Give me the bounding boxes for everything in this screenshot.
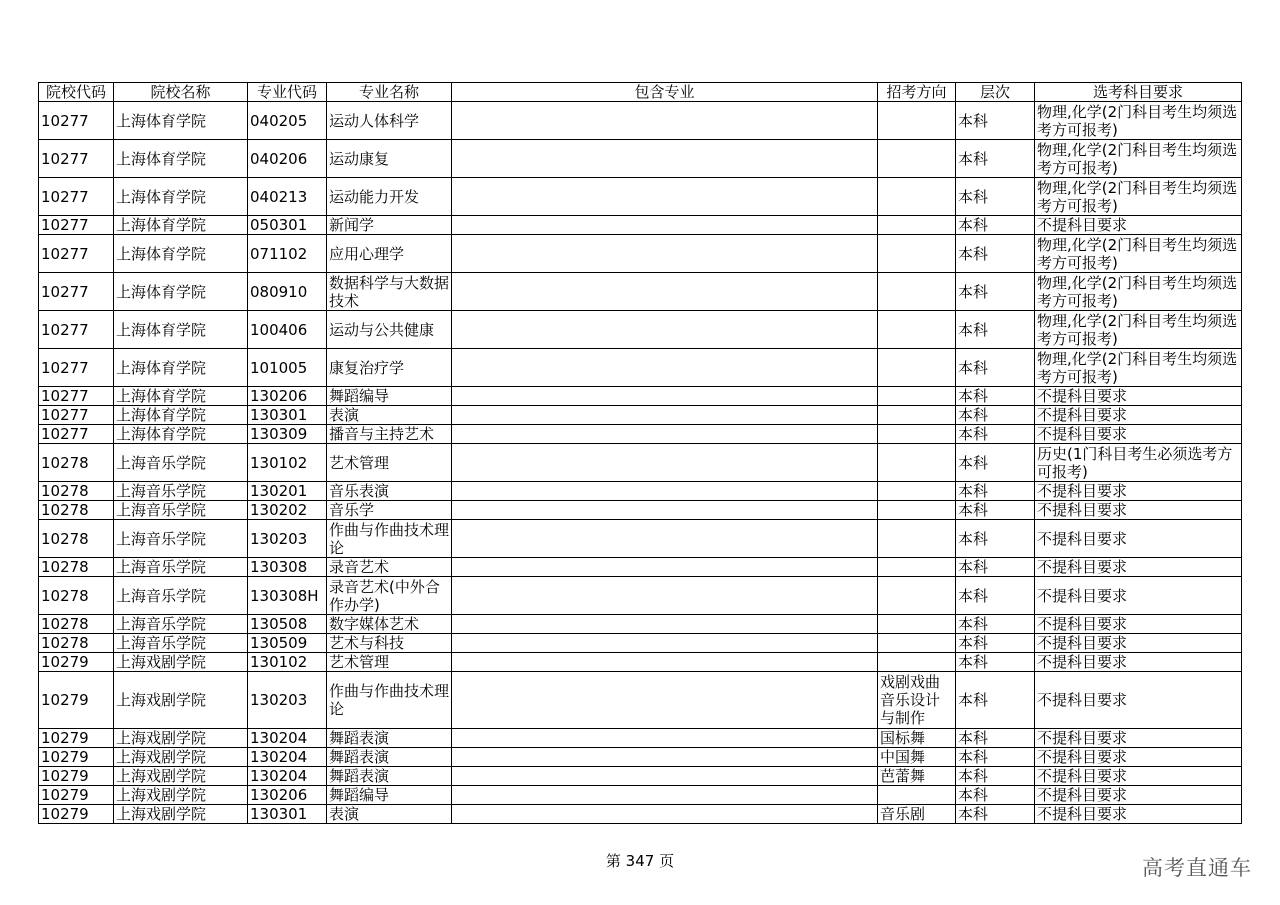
cell-major-name: 作曲与作曲技术理论 xyxy=(327,672,452,729)
cell-major-code: 130102 xyxy=(248,653,327,672)
cell-school-name: 上海戏剧学院 xyxy=(114,729,248,748)
page-number: 第 347 页 xyxy=(605,852,675,870)
cell-direction xyxy=(878,235,956,273)
cell-school-name: 上海音乐学院 xyxy=(114,577,248,615)
cell-subject-requirement: 不提科目要求 xyxy=(1035,406,1242,425)
cell-subject-requirement: 不提科目要求 xyxy=(1035,748,1242,767)
cell-direction xyxy=(878,178,956,216)
cell-level: 本科 xyxy=(956,786,1035,805)
cell-included-majors xyxy=(452,482,878,501)
header-major-code: 专业代码 xyxy=(248,83,327,102)
cell-subject-requirement: 不提科目要求 xyxy=(1035,805,1242,824)
cell-major-code: 130309 xyxy=(248,425,327,444)
cell-major-code: 130201 xyxy=(248,482,327,501)
cell-major-name: 数据科学与大数据技术 xyxy=(327,273,452,311)
cell-subject-requirement: 不提科目要求 xyxy=(1035,520,1242,558)
cell-major-name: 运动康复 xyxy=(327,140,452,178)
cell-school-code: 10279 xyxy=(39,672,114,729)
cell-subject-requirement: 不提科目要求 xyxy=(1035,425,1242,444)
cell-included-majors xyxy=(452,577,878,615)
cell-direction xyxy=(878,216,956,235)
cell-school-code: 10279 xyxy=(39,805,114,824)
table-row xyxy=(39,140,1242,178)
cell-level: 本科 xyxy=(956,805,1035,824)
cell-major-name: 录音艺术 xyxy=(327,558,452,577)
table-row xyxy=(39,558,1242,577)
cell-school-name: 上海戏剧学院 xyxy=(114,653,248,672)
cell-direction: 戏剧戏曲音乐设计与制作 xyxy=(878,672,956,729)
cell-school-name: 上海体育学院 xyxy=(114,235,248,273)
table-row xyxy=(39,729,1242,748)
table-row xyxy=(39,425,1242,444)
table-row xyxy=(39,273,1242,311)
cell-major-code: 130301 xyxy=(248,406,327,425)
table-row xyxy=(39,482,1242,501)
cell-major-code: 080910 xyxy=(248,273,327,311)
cell-included-majors xyxy=(452,387,878,406)
cell-school-name: 上海音乐学院 xyxy=(114,501,248,520)
table-row xyxy=(39,615,1242,634)
cell-major-name: 艺术管理 xyxy=(327,653,452,672)
cell-included-majors xyxy=(452,501,878,520)
header-included-majors: 包含专业 xyxy=(452,83,878,102)
cell-school-code: 10279 xyxy=(39,748,114,767)
cell-school-code: 10278 xyxy=(39,558,114,577)
cell-school-code: 10277 xyxy=(39,349,114,387)
header-direction: 招考方向 xyxy=(878,83,956,102)
cell-subject-requirement: 不提科目要求 xyxy=(1035,672,1242,729)
cell-subject-requirement: 不提科目要求 xyxy=(1035,387,1242,406)
table-row xyxy=(39,786,1242,805)
cell-major-name: 音乐学 xyxy=(327,501,452,520)
cell-level: 本科 xyxy=(956,520,1035,558)
cell-school-code: 10278 xyxy=(39,501,114,520)
cell-subject-requirement: 物理,化学(2门科目考生均须选考方可报考) xyxy=(1035,311,1242,349)
cell-school-code: 10277 xyxy=(39,273,114,311)
cell-subject-requirement: 历史(1门科目考生必须选考方可报考) xyxy=(1035,444,1242,482)
table-body xyxy=(39,102,1242,824)
table-row xyxy=(39,634,1242,653)
table-row xyxy=(39,767,1242,786)
cell-major-code: 100406 xyxy=(248,311,327,349)
cell-school-code: 10277 xyxy=(39,102,114,140)
cell-major-name: 应用心理学 xyxy=(327,235,452,273)
cell-level: 本科 xyxy=(956,406,1035,425)
cell-school-name: 上海音乐学院 xyxy=(114,634,248,653)
cell-school-name: 上海体育学院 xyxy=(114,387,248,406)
cell-direction xyxy=(878,558,956,577)
cell-included-majors xyxy=(452,425,878,444)
cell-subject-requirement: 不提科目要求 xyxy=(1035,786,1242,805)
cell-included-majors xyxy=(452,444,878,482)
cell-direction: 音乐剧 xyxy=(878,805,956,824)
cell-major-name: 运动与公共健康 xyxy=(327,311,452,349)
cell-included-majors xyxy=(452,558,878,577)
cell-subject-requirement: 不提科目要求 xyxy=(1035,501,1242,520)
cell-school-name: 上海音乐学院 xyxy=(114,482,248,501)
cell-school-code: 10278 xyxy=(39,444,114,482)
cell-major-name: 康复治疗学 xyxy=(327,349,452,387)
cell-major-code: 040213 xyxy=(248,178,327,216)
cell-direction: 中国舞 xyxy=(878,748,956,767)
cell-major-code: 050301 xyxy=(248,216,327,235)
cell-major-name: 舞蹈编导 xyxy=(327,786,452,805)
cell-level: 本科 xyxy=(956,653,1035,672)
cell-subject-requirement: 不提科目要求 xyxy=(1035,482,1242,501)
cell-direction xyxy=(878,349,956,387)
cell-school-code: 10278 xyxy=(39,634,114,653)
cell-school-code: 10277 xyxy=(39,140,114,178)
cell-direction xyxy=(878,444,956,482)
cell-major-code: 130308H xyxy=(248,577,327,615)
cell-included-majors xyxy=(452,748,878,767)
cell-level: 本科 xyxy=(956,501,1035,520)
cell-level: 本科 xyxy=(956,216,1035,235)
cell-subject-requirement: 物理,化学(2门科目考生均须选考方可报考) xyxy=(1035,140,1242,178)
cell-level: 本科 xyxy=(956,672,1035,729)
cell-subject-requirement: 物理,化学(2门科目考生均须选考方可报考) xyxy=(1035,102,1242,140)
cell-major-code: 130202 xyxy=(248,501,327,520)
cell-major-code: 130508 xyxy=(248,615,327,634)
table-row xyxy=(39,216,1242,235)
cell-level: 本科 xyxy=(956,178,1035,216)
cell-included-majors xyxy=(452,235,878,273)
cell-major-code: 130206 xyxy=(248,786,327,805)
cell-school-code: 10277 xyxy=(39,235,114,273)
cell-major-name: 录音艺术(中外合作办学) xyxy=(327,577,452,615)
admission-table xyxy=(38,82,1242,824)
cell-major-name: 播音与主持艺术 xyxy=(327,425,452,444)
cell-major-name: 运动能力开发 xyxy=(327,178,452,216)
cell-school-code: 10277 xyxy=(39,178,114,216)
cell-school-name: 上海戏剧学院 xyxy=(114,786,248,805)
cell-school-name: 上海戏剧学院 xyxy=(114,805,248,824)
cell-included-majors xyxy=(452,349,878,387)
cell-direction xyxy=(878,615,956,634)
cell-level: 本科 xyxy=(956,558,1035,577)
table-row xyxy=(39,102,1242,140)
cell-school-code: 10278 xyxy=(39,577,114,615)
cell-included-majors xyxy=(452,805,878,824)
cell-school-name: 上海音乐学院 xyxy=(114,444,248,482)
cell-major-name: 艺术管理 xyxy=(327,444,452,482)
cell-included-majors xyxy=(452,767,878,786)
cell-direction xyxy=(878,786,956,805)
cell-included-majors xyxy=(452,140,878,178)
table-row xyxy=(39,748,1242,767)
cell-level: 本科 xyxy=(956,349,1035,387)
cell-included-majors xyxy=(452,672,878,729)
cell-subject-requirement: 物理,化学(2门科目考生均须选考方可报考) xyxy=(1035,235,1242,273)
cell-subject-requirement: 物理,化学(2门科目考生均须选考方可报考) xyxy=(1035,178,1242,216)
watermark: 高考直通车 xyxy=(1142,856,1252,880)
cell-school-name: 上海体育学院 xyxy=(114,349,248,387)
cell-school-name: 上海戏剧学院 xyxy=(114,748,248,767)
cell-direction xyxy=(878,311,956,349)
cell-direction xyxy=(878,406,956,425)
cell-school-name: 上海音乐学院 xyxy=(114,558,248,577)
cell-subject-requirement: 物理,化学(2门科目考生均须选考方可报考) xyxy=(1035,273,1242,311)
cell-direction xyxy=(878,102,956,140)
table-row xyxy=(39,672,1242,729)
cell-major-code: 040206 xyxy=(248,140,327,178)
cell-major-code: 130204 xyxy=(248,767,327,786)
table-row xyxy=(39,406,1242,425)
cell-school-name: 上海体育学院 xyxy=(114,273,248,311)
cell-major-name: 运动人体科学 xyxy=(327,102,452,140)
cell-major-name: 音乐表演 xyxy=(327,482,452,501)
table-row xyxy=(39,387,1242,406)
cell-major-code: 130301 xyxy=(248,805,327,824)
cell-major-name: 表演 xyxy=(327,805,452,824)
cell-school-code: 10277 xyxy=(39,387,114,406)
table-row xyxy=(39,805,1242,824)
header-level: 层次 xyxy=(956,83,1035,102)
cell-school-code: 10277 xyxy=(39,425,114,444)
cell-subject-requirement: 不提科目要求 xyxy=(1035,577,1242,615)
cell-level: 本科 xyxy=(956,387,1035,406)
table-row xyxy=(39,577,1242,615)
cell-school-code: 10277 xyxy=(39,311,114,349)
cell-subject-requirement: 不提科目要求 xyxy=(1035,558,1242,577)
cell-major-code: 130509 xyxy=(248,634,327,653)
cell-school-name: 上海体育学院 xyxy=(114,140,248,178)
cell-direction xyxy=(878,653,956,672)
cell-subject-requirement: 不提科目要求 xyxy=(1035,767,1242,786)
cell-level: 本科 xyxy=(956,634,1035,653)
cell-direction: 国标舞 xyxy=(878,729,956,748)
cell-school-name: 上海音乐学院 xyxy=(114,615,248,634)
cell-direction xyxy=(878,520,956,558)
cell-major-code: 071102 xyxy=(248,235,327,273)
cell-school-name: 上海体育学院 xyxy=(114,178,248,216)
cell-direction xyxy=(878,273,956,311)
cell-school-name: 上海戏剧学院 xyxy=(114,672,248,729)
cell-included-majors xyxy=(452,729,878,748)
cell-major-name: 表演 xyxy=(327,406,452,425)
cell-level: 本科 xyxy=(956,425,1035,444)
header-major-name: 专业名称 xyxy=(327,83,452,102)
cell-subject-requirement: 不提科目要求 xyxy=(1035,615,1242,634)
cell-subject-requirement: 物理,化学(2门科目考生均须选考方可报考) xyxy=(1035,349,1242,387)
cell-level: 本科 xyxy=(956,482,1035,501)
header-school-name: 院校名称 xyxy=(114,83,248,102)
cell-level: 本科 xyxy=(956,748,1035,767)
cell-school-name: 上海体育学院 xyxy=(114,406,248,425)
cell-school-name: 上海体育学院 xyxy=(114,102,248,140)
cell-direction xyxy=(878,482,956,501)
cell-included-majors xyxy=(452,786,878,805)
cell-major-name: 新闻学 xyxy=(327,216,452,235)
cell-direction xyxy=(878,140,956,178)
cell-school-name: 上海音乐学院 xyxy=(114,520,248,558)
cell-included-majors xyxy=(452,178,878,216)
cell-level: 本科 xyxy=(956,615,1035,634)
cell-school-code: 10278 xyxy=(39,482,114,501)
header-row xyxy=(39,83,1242,102)
cell-subject-requirement: 不提科目要求 xyxy=(1035,653,1242,672)
table-row xyxy=(39,653,1242,672)
cell-subject-requirement: 不提科目要求 xyxy=(1035,634,1242,653)
table-row xyxy=(39,520,1242,558)
cell-school-code: 10279 xyxy=(39,767,114,786)
cell-level: 本科 xyxy=(956,767,1035,786)
cell-included-majors xyxy=(452,653,878,672)
cell-major-name: 舞蹈表演 xyxy=(327,748,452,767)
header-subject-requirement: 选考科目要求 xyxy=(1035,83,1242,102)
cell-included-majors xyxy=(452,520,878,558)
cell-major-code: 130203 xyxy=(248,672,327,729)
cell-direction xyxy=(878,425,956,444)
cell-included-majors xyxy=(452,273,878,311)
cell-major-name: 数字媒体艺术 xyxy=(327,615,452,634)
cell-level: 本科 xyxy=(956,235,1035,273)
cell-school-name: 上海戏剧学院 xyxy=(114,767,248,786)
table-row xyxy=(39,311,1242,349)
cell-level: 本科 xyxy=(956,102,1035,140)
cell-school-code: 10277 xyxy=(39,406,114,425)
cell-included-majors xyxy=(452,216,878,235)
cell-level: 本科 xyxy=(956,311,1035,349)
cell-included-majors xyxy=(452,634,878,653)
cell-school-code: 10279 xyxy=(39,729,114,748)
cell-subject-requirement: 不提科目要求 xyxy=(1035,729,1242,748)
cell-school-name: 上海体育学院 xyxy=(114,425,248,444)
cell-included-majors xyxy=(452,406,878,425)
cell-major-code: 101005 xyxy=(248,349,327,387)
cell-direction xyxy=(878,577,956,615)
cell-school-code: 10278 xyxy=(39,520,114,558)
cell-major-name: 舞蹈表演 xyxy=(327,729,452,748)
cell-school-code: 10278 xyxy=(39,615,114,634)
cell-major-name: 舞蹈表演 xyxy=(327,767,452,786)
header-school-code: 院校代码 xyxy=(39,83,114,102)
table-row xyxy=(39,501,1242,520)
cell-school-code: 10279 xyxy=(39,786,114,805)
cell-subject-requirement: 不提科目要求 xyxy=(1035,216,1242,235)
cell-major-code: 040205 xyxy=(248,102,327,140)
table-row xyxy=(39,444,1242,482)
cell-direction xyxy=(878,387,956,406)
cell-major-code: 130204 xyxy=(248,729,327,748)
cell-major-code: 130204 xyxy=(248,748,327,767)
cell-level: 本科 xyxy=(956,577,1035,615)
cell-level: 本科 xyxy=(956,729,1035,748)
cell-school-code: 10279 xyxy=(39,653,114,672)
cell-major-name: 作曲与作曲技术理论 xyxy=(327,520,452,558)
cell-school-code: 10277 xyxy=(39,216,114,235)
cell-level: 本科 xyxy=(956,444,1035,482)
cell-level: 本科 xyxy=(956,140,1035,178)
cell-major-code: 130308 xyxy=(248,558,327,577)
cell-included-majors xyxy=(452,311,878,349)
cell-major-name: 舞蹈编导 xyxy=(327,387,452,406)
cell-level: 本科 xyxy=(956,273,1035,311)
cell-major-code: 130206 xyxy=(248,387,327,406)
cell-major-name: 艺术与科技 xyxy=(327,634,452,653)
cell-major-code: 130102 xyxy=(248,444,327,482)
cell-major-code: 130203 xyxy=(248,520,327,558)
cell-included-majors xyxy=(452,615,878,634)
cell-included-majors xyxy=(452,102,878,140)
table-row xyxy=(39,178,1242,216)
table-row xyxy=(39,235,1242,273)
cell-school-name: 上海体育学院 xyxy=(114,216,248,235)
table-row xyxy=(39,349,1242,387)
cell-school-name: 上海体育学院 xyxy=(114,311,248,349)
cell-direction: 芭蕾舞 xyxy=(878,767,956,786)
cell-direction xyxy=(878,634,956,653)
cell-direction xyxy=(878,501,956,520)
